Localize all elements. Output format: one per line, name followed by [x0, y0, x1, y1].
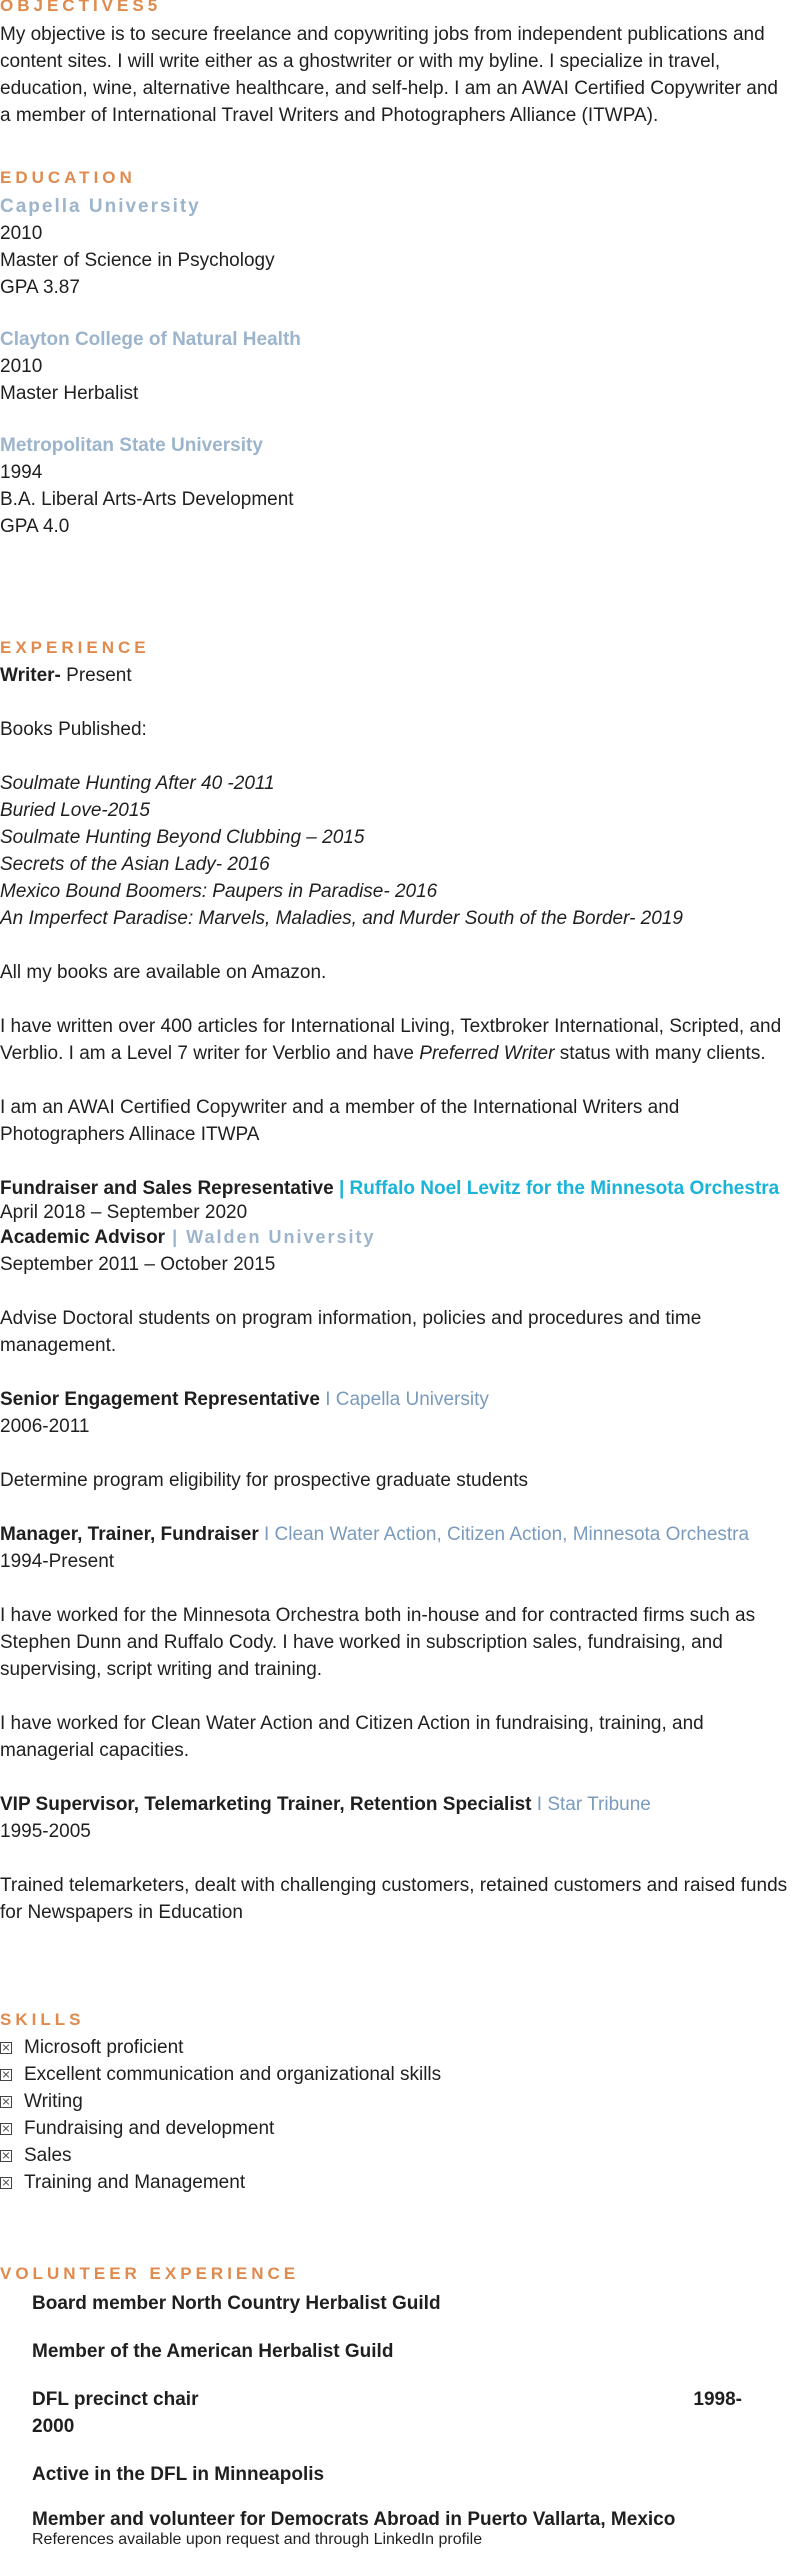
skill-label: Fundraising and development	[24, 2118, 275, 2139]
books-label: Books Published:	[0, 719, 147, 740]
book-title: Soulmate Hunting After 40 -2011	[0, 773, 275, 794]
skill-label: Microsoft proficient	[24, 2037, 184, 2058]
job-org: | Walden University	[165, 1227, 376, 1247]
degree: Master of Science in Psychology	[0, 250, 275, 271]
checkbox-icon	[0, 2096, 12, 2108]
writer-status: Present	[60, 665, 132, 686]
job-manager-title-line	[0, 1521, 790, 1548]
job-dates: 2006-2011	[0, 1416, 90, 1437]
gpa: GPA 3.87	[0, 277, 80, 298]
job-description: Determine program eligibility for prospective graduate students	[0, 1470, 529, 1491]
job-description: Advise Doctoral students on program information, policies and procedures and time management.	[0, 1308, 702, 1356]
volunteer-item: Member and volunteer for Democrats Abroad in Puerto Vallarta, Mexico	[32, 2509, 676, 2530]
checkbox-icon	[0, 2150, 12, 2162]
degree: Master Herbalist	[0, 383, 139, 404]
job-org: I Clean Water Action, Citizen Action, Minnesota Orchestra	[258, 1524, 750, 1545]
degree: B.A. Liberal Arts-Arts Development	[0, 489, 294, 510]
references-note: References available upon request and through LinkedIn profile	[32, 2531, 483, 2548]
job-title: Fundraiser and Sales Representative	[0, 1178, 334, 1199]
experience-body	[0, 662, 790, 1926]
book-title: An Imperfect Paradise: Marvels, Maladies, and Murder South of the Border- 2019	[0, 908, 683, 929]
school-year: 2010	[0, 223, 43, 244]
skills-list	[0, 2034, 441, 2196]
education-item-metropolitan	[0, 432, 294, 540]
volunteer-years-start: 1998-	[693, 2389, 742, 2410]
job-title: Academic Advisor	[0, 1227, 166, 1248]
book-title: Buried Love-2015	[0, 800, 150, 821]
job-description: Trained telemarketers, dealt with challenging customers, retained customers and raised funds for Newspapers in Education	[0, 1875, 788, 1923]
skill-item	[0, 2115, 441, 2142]
volunteer-item: Member of the American Herbalist Guild	[32, 2341, 394, 2362]
gpa: GPA 4.0	[0, 516, 70, 537]
job-dates: September 2011 – October 2015	[0, 1254, 276, 1275]
job-dates: 1994-Present	[0, 1551, 115, 1572]
volunteer-years-end: 2000	[32, 2416, 75, 2437]
skill-label: Sales	[24, 2145, 72, 2166]
checkbox-icon	[0, 2042, 12, 2054]
awai-paragraph: I am an AWAI Certified Copywriter and a member of the International Writers and Photographers Allinace ITWPA	[0, 1097, 680, 1145]
education-item-clayton	[0, 326, 301, 407]
job-org: | Ruffalo Noel Levitz for the Minnesota Orchestra	[333, 1178, 780, 1199]
job-description: I have worked for the Minnesota Orchestra both in-house and for contracted firms such as Stephen Dunn and Ruffalo Cody. I have worked in subscription sales, fundraising, and supervising, script writing and training.	[0, 1605, 756, 1680]
skill-item	[0, 2142, 441, 2169]
skill-label: Writing	[24, 2091, 83, 2112]
job-fundraiser-title-line	[0, 1175, 790, 1202]
volunteer-item: Board member North Country Herbalist Guild	[32, 2293, 441, 2314]
job-dates: 1995-2005	[0, 1821, 91, 1842]
education-heading: EDUCATION	[0, 168, 136, 187]
job-advisor-title-line	[0, 1224, 790, 1251]
job-dates: April 2018 – September 2020	[0, 1202, 248, 1223]
skills-heading: SKILLS	[0, 2010, 85, 2029]
skill-item	[0, 2169, 441, 2196]
book-title: Mexico Bound Boomers: Paupers in Paradise- 2016	[0, 881, 438, 902]
checkbox-icon	[0, 2177, 12, 2189]
checkbox-icon	[0, 2123, 12, 2135]
education-item-capella	[0, 193, 275, 301]
job-title: Manager, Trainer, Fundraiser	[0, 1524, 259, 1545]
experience-heading: EXPERIENCE	[0, 638, 150, 657]
skill-item	[0, 2034, 441, 2061]
volunteer-role: DFL precinct chair	[32, 2389, 199, 2410]
articles-text: I have written over 400 articles for International Living, Textbroker International, Scripted, and Verblio. I am a Level 7 writer for Verblio and have	[0, 1016, 782, 1064]
objectives-text: My objective is to secure freelance and copywriting jobs from independent publications and content sites. I will write either as a ghostwriter or with my byline. I specialize in travel, education, wine, alternative healthcare, and self-help. I am an AWAI Certified Copywriter and a member of International Travel Writers and Photographers Alliance (ITWPA).	[0, 24, 778, 126]
book-title: Soulmate Hunting Beyond Clubbing – 2015	[0, 827, 365, 848]
volunteer-item: Active in the DFL in Minneapolis	[32, 2464, 325, 2485]
school-year: 2010	[0, 356, 43, 377]
skill-label: Excellent communication and organizational skills	[24, 2064, 442, 2085]
objectives-heading: OBJECTIVES5	[0, 0, 162, 15]
job-org: I Star Tribune	[531, 1794, 651, 1815]
school-name: Clayton College of Natural Health	[0, 329, 301, 350]
volunteer-item-dfl	[32, 2386, 742, 2413]
job-title: Senior Engagement Representative	[0, 1389, 320, 1410]
job-senior-title-line	[0, 1386, 790, 1413]
volunteer-heading: VOLUNTEER EXPERIENCE	[0, 2264, 300, 2283]
preferred-writer: Preferred Writer	[419, 1043, 555, 1064]
writer-title: Writer-	[0, 665, 61, 686]
writer-line	[0, 662, 790, 689]
book-title: Secrets of the Asian Lady- 2016	[0, 854, 270, 875]
job-title: VIP Supervisor, Telemarketing Trainer, Retention Specialist	[0, 1794, 532, 1815]
skill-item	[0, 2088, 441, 2115]
school-year: 1994	[0, 462, 43, 483]
skill-label: Training and Management	[24, 2172, 246, 2193]
checkbox-icon	[0, 2069, 12, 2081]
skill-item	[0, 2061, 441, 2088]
amazon-note: All my books are available on Amazon.	[0, 962, 327, 983]
school-name: Capella University	[0, 196, 201, 217]
job-vip-title-line	[0, 1791, 790, 1818]
articles-paragraph	[0, 1013, 790, 1067]
volunteer-list	[0, 2290, 800, 2549]
job-description: I have worked for Clean Water Action and Citizen Action in fundraising, training, and managerial capacities.	[0, 1713, 704, 1761]
school-name: Metropolitan State University	[0, 435, 263, 456]
job-org: I Capella University	[319, 1389, 489, 1410]
articles-text-end: status with many clients.	[554, 1043, 766, 1064]
